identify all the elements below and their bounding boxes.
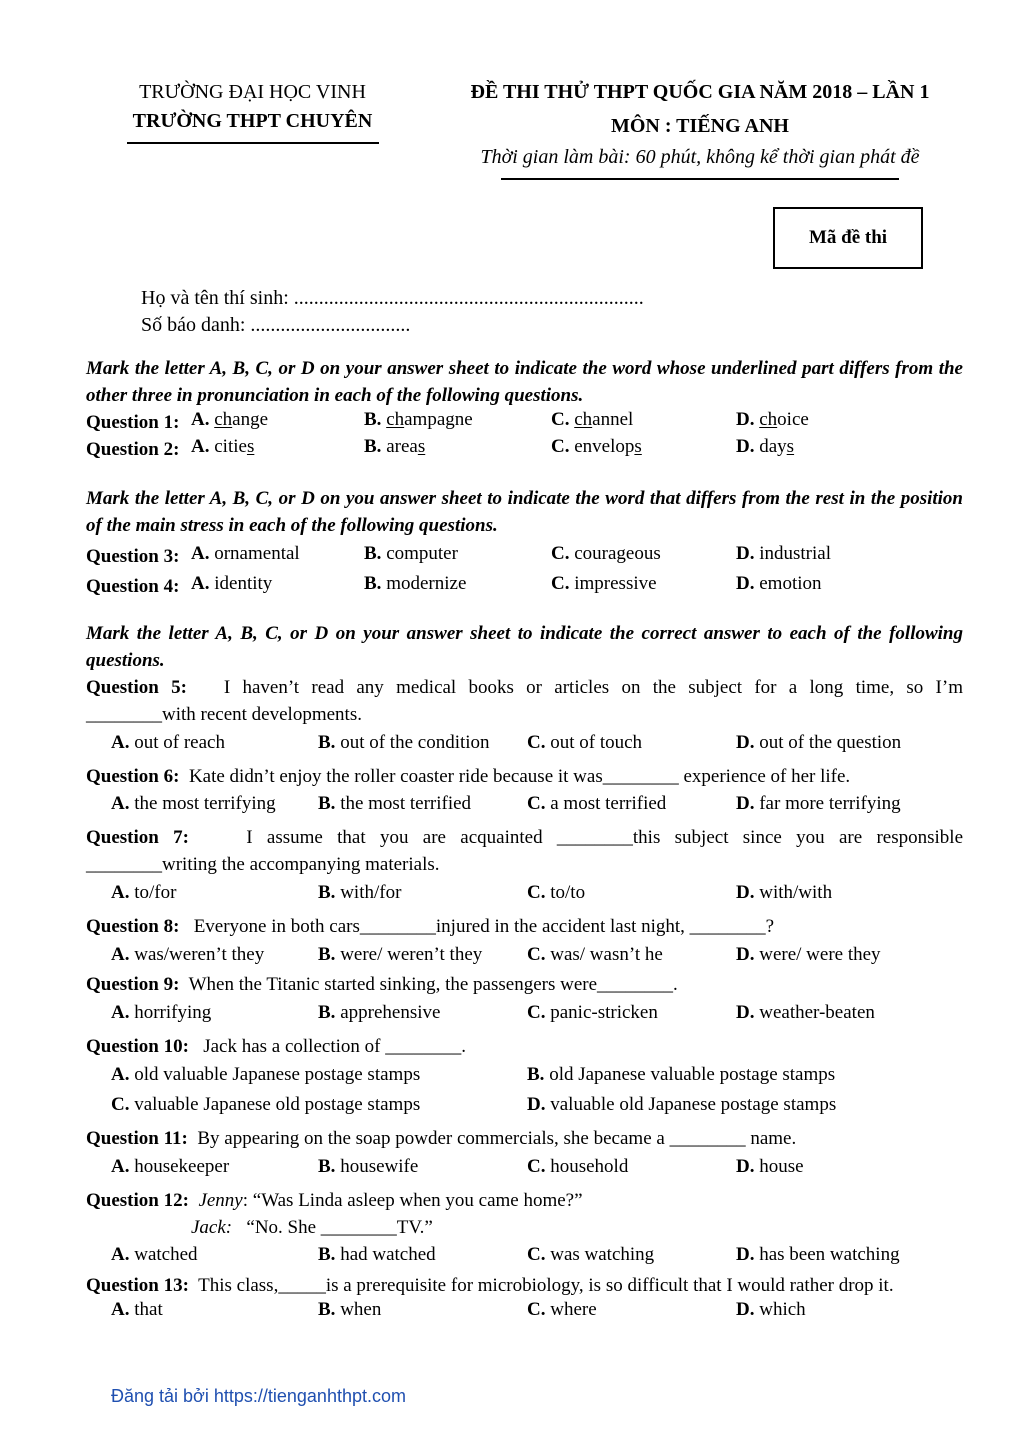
option-b: B. the most terrified [318, 793, 472, 814]
speaker-jenny: Jenny [198, 1190, 243, 1211]
option-d: D. were/ were they [736, 944, 881, 965]
school-header [100, 78, 405, 144]
question-label: Question 12: [86, 1190, 189, 1211]
section-instruction-3: Mark the letter A, B, C, or D on your answer sheet to indicate the correct answer to each of the following questions. [86, 623, 963, 671]
exam-code-label: Mã đề thi [808, 227, 888, 248]
exam-code-box [773, 207, 923, 269]
option-c: C. was/ wasn’t he [527, 944, 663, 965]
question-label: Question 7: [86, 827, 189, 848]
option-b: B. old Japanese valuable postage stamps [527, 1064, 836, 1085]
option-d: D. emotion [736, 573, 822, 594]
question-label: Question 13: [86, 1275, 189, 1296]
option-b: B. were/ weren’t they [318, 944, 483, 965]
header-divider [501, 178, 899, 180]
exam-subject: MÔN : TIẾNG ANH [611, 115, 789, 137]
option-d: D. has been watching [736, 1244, 900, 1265]
option-c: C. impressive [551, 573, 657, 594]
question-12 [86, 1187, 963, 1214]
exam-header [430, 78, 970, 180]
question-text: This class,_____is a prerequisite for microbiology, is so difficult that I would rather drop it. [198, 1275, 894, 1296]
option-a: A. old valuable Japanese postage stamps [111, 1064, 421, 1085]
option-c: C. a most terrified [527, 793, 667, 814]
option-c: C. valuable Japanese old postage stamps [111, 1094, 421, 1115]
option-b: B. had watched [318, 1244, 436, 1265]
option-d: D. with/with [736, 882, 833, 903]
speaker-jack: Jack: [191, 1217, 233, 1238]
question-label: Question 5: [86, 677, 187, 698]
option-b: B. apprehensive [318, 1002, 441, 1023]
question-5-cont: ________with recent developments. [86, 704, 362, 725]
question-7-cont: ________writing the accompanying materials. [86, 854, 440, 875]
question-label: Question 3: [86, 546, 180, 567]
option-a: A. identity [191, 573, 273, 594]
option-a: A. to/for [111, 882, 177, 903]
question-label: Question 2: [86, 439, 180, 460]
option-d: D. industrial [736, 543, 832, 564]
option-b: B. out of the condition [318, 732, 490, 753]
option-c: C. out of touch [527, 732, 643, 753]
question-label: Question 11: [86, 1128, 188, 1149]
option-d: D. weather-beaten [736, 1002, 875, 1023]
option-b: B. housewife [318, 1156, 419, 1177]
exam-title: ĐỀ THI THỬ THPT QUỐC GIA NĂM 2018 – LẦN 1 [470, 81, 930, 103]
option-a: A. was/weren’t they [111, 944, 265, 965]
question-8 [86, 913, 963, 940]
option-a: A. ornamental [191, 543, 300, 564]
option-b: B. modernize [364, 573, 467, 594]
option-a: A. the most terrifying [111, 793, 276, 814]
question-label: Question 1: [86, 412, 180, 433]
option-c: C. where [527, 1299, 597, 1320]
question-10 [86, 1033, 963, 1060]
question-13 [86, 1272, 963, 1299]
option-b: B. with/for [318, 882, 402, 903]
option-a: A. change [191, 409, 269, 430]
option-a: A. that [111, 1299, 163, 1320]
student-id-line: Số báo danh: ................................ [141, 314, 411, 336]
option-a: A. watched [111, 1244, 198, 1265]
option-c: C. envelops [551, 436, 642, 457]
footer-source-link[interactable]: Đăng tải bởi https://tienganhthpt.com [111, 1386, 406, 1406]
option-b: B. areas [364, 436, 426, 457]
option-c: C. channel [551, 409, 634, 430]
option-b: B. champagne [364, 409, 473, 430]
option-c: C. to/to [527, 882, 586, 903]
option-d: D. days [736, 436, 795, 457]
option-a: A. cities [191, 436, 255, 457]
section-instruction-2: Mark the letter A, B, C, or D on you answer sheet to indicate the word that differs from the rest in the position of the main stress in each of the following questions. [86, 488, 963, 536]
question-label: Question 6: [86, 766, 180, 787]
dialogue-line-2: “No. She ________TV.” [246, 1217, 433, 1238]
dialogue-line-1: : “Was Linda asleep when you came home?” [242, 1190, 583, 1211]
option-c: C. panic-stricken [527, 1002, 658, 1023]
option-c: C. was watching [527, 1244, 655, 1265]
student-name-line: Họ và tên thí sinh: ...................................................................... [141, 287, 644, 309]
question-label: Question 9: [86, 974, 180, 995]
question-text: By appearing on the soap powder commercials, she became a ________ name. [197, 1128, 797, 1149]
question-12-reply [191, 1217, 433, 1239]
option-b: B. computer [364, 543, 458, 564]
option-d: D. which [736, 1299, 806, 1320]
question-label: Question 8: [86, 916, 180, 937]
question-5 [86, 674, 963, 701]
question-text: Kate didn’t enjoy the roller coaster ride because it was________ experience of her life. [188, 766, 851, 787]
question-text: Everyone in both cars________injured in the accident last night, ________? [193, 916, 775, 937]
option-a: A. housekeeper [111, 1156, 230, 1177]
option-a: A. horrifying [111, 1002, 212, 1023]
question-text: I assume that you are acquainted ________this subject since you are responsible [246, 827, 963, 848]
option-b: B. when [318, 1299, 382, 1320]
option-d: D. valuable old Japanese postage stamps [527, 1094, 837, 1115]
option-c: C. household [527, 1156, 629, 1177]
option-d: D. far more terrifying [736, 793, 901, 814]
section-instruction-1: Mark the letter A, B, C, or D on your answer sheet to indicate the word whose underlined part differs from the other three in pronunciation in each of the following questions. [86, 358, 963, 406]
question-label: Question 4: [86, 576, 180, 597]
exam-time: Thời gian làm bài: 60 phút, không kể thời gian phát đề [480, 146, 920, 168]
option-d: D. out of the question [736, 732, 902, 753]
school-top: TRƯỜNG ĐẠI HỌC VINH [139, 81, 366, 103]
question-text: Jack has a collection of ________. [203, 1036, 466, 1057]
question-11 [86, 1125, 963, 1152]
school-bottom: TRƯỜNG THPT CHUYÊN [132, 110, 373, 132]
question-9 [86, 971, 963, 998]
option-d: D. house [736, 1156, 804, 1177]
question-text: I haven’t read any medical books or articles on the subject for a long time, so I’m [223, 677, 963, 698]
option-d: D. choice [736, 409, 809, 430]
question-6 [86, 763, 963, 790]
option-c: C. courageous [551, 543, 661, 564]
question-7 [86, 824, 963, 851]
option-a: A. out of reach [111, 732, 225, 753]
header-divider [127, 142, 379, 144]
question-label: Question 10: [86, 1036, 189, 1057]
question-text: When the Titanic started sinking, the passengers were________. [188, 974, 678, 995]
